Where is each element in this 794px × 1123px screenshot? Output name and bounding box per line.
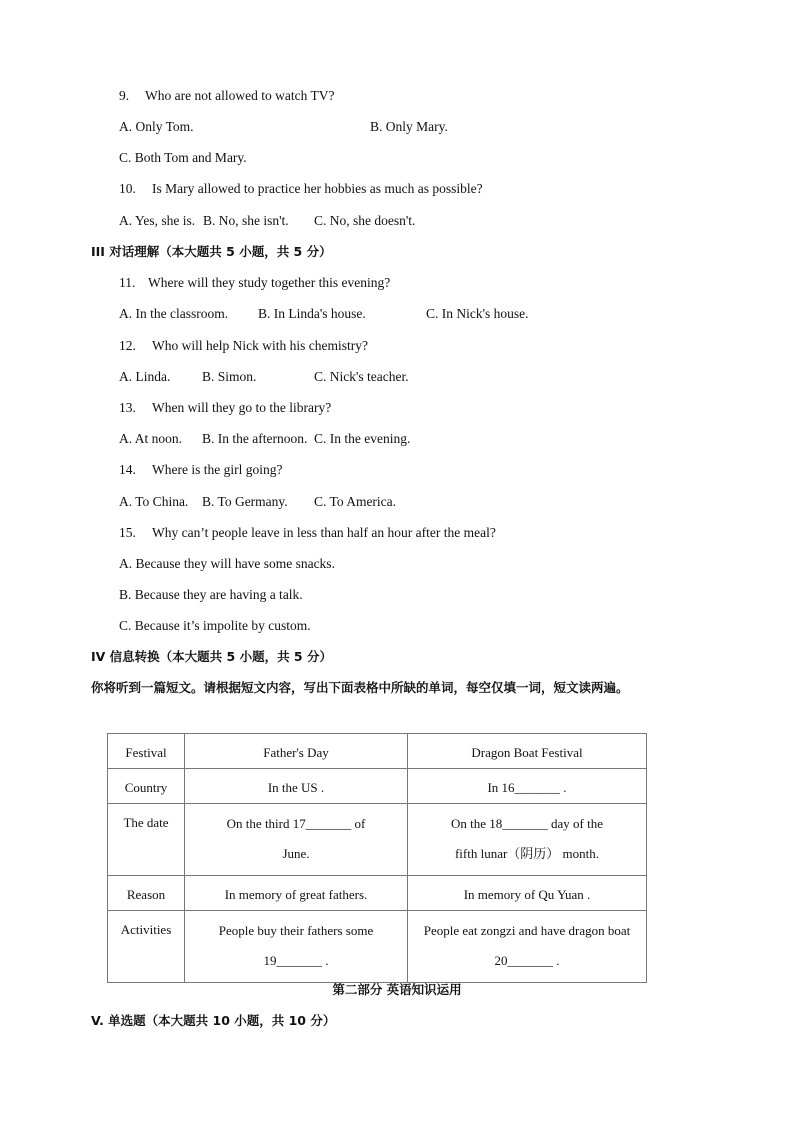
option-b: B. In Linda's house. <box>258 306 366 321</box>
cell-line: People eat zongzi and have dragon boat <box>423 923 631 938</box>
section-4-instruction: 你将听到一篇短文。请根据短文内容，写出下面表格中所缺的单词，每空仅填一词，短文读两遍。 <box>91 680 629 695</box>
cell-line: People buy their fathers some <box>218 923 374 938</box>
option-c: C. Nick's teacher. <box>314 369 409 384</box>
question-12 <box>119 337 368 355</box>
table-cell: Reason <box>108 876 185 911</box>
table-cell <box>408 911 647 983</box>
option-a: A. Because they will have some snacks. <box>119 556 335 571</box>
table-cell: In memory of great fathers. <box>185 876 408 911</box>
table-row <box>108 804 647 876</box>
option-a: A. Yes, she is. <box>119 213 196 228</box>
option-a: A. To China. <box>119 494 189 509</box>
cell-line: 19_______ . <box>263 953 329 968</box>
option-a: A. Only Tom. <box>119 119 194 134</box>
cell-line: fifth lunar（阴历） month. <box>454 846 600 861</box>
table-cell <box>185 911 408 983</box>
option-c: C. Both Tom and Mary. <box>119 150 247 165</box>
question-text: Who will help Nick with his chemistry? <box>152 338 368 353</box>
question-13 <box>119 399 331 417</box>
option-b: B. To Germany. <box>202 494 288 509</box>
option-c: C. Because it’s impolite by custom. <box>119 618 311 633</box>
option-a: A. In the classroom. <box>119 306 229 321</box>
question-number: 14. <box>119 462 136 477</box>
question-number: 9. <box>119 88 130 103</box>
question-14 <box>119 461 282 479</box>
table-cell: Activities <box>108 911 185 983</box>
option-b: B. Because they are having a talk. <box>119 587 303 602</box>
question-15 <box>119 524 496 542</box>
info-table <box>107 733 647 983</box>
cell-line: June. <box>282 846 310 861</box>
question-text: Why can’t people leave in less than half an hour after the meal? <box>152 525 496 540</box>
question-number: 15. <box>119 525 136 540</box>
question-text: Where will they study together this evening? <box>148 275 391 290</box>
question-9 <box>119 87 334 105</box>
question-number: 11. <box>119 275 136 290</box>
question-text: Who are not allowed to watch TV? <box>145 88 335 103</box>
option-b: B. In the afternoon. <box>202 431 308 446</box>
cell-line: On the third 17_______ of <box>226 816 366 831</box>
option-a: A. At noon. <box>119 431 183 446</box>
table-cell: The date <box>108 804 185 876</box>
option-a: A. Linda. <box>119 369 171 384</box>
table-cell <box>185 804 408 876</box>
table-cell: Festival <box>108 734 185 769</box>
section-3-title: III 对话理解（本大题共 5 小题，共 5 分） <box>91 244 332 259</box>
question-number: 10. <box>119 181 136 196</box>
cell-line: On the 18_______ day of the <box>450 816 603 831</box>
table-row <box>108 769 647 804</box>
section-5-title: V. 单选题（本大题共 10 小题，共 10 分） <box>91 1013 336 1028</box>
option-c: C. To America. <box>314 494 397 509</box>
table-cell: In memory of Qu Yuan . <box>408 876 647 911</box>
question-10 <box>119 180 483 198</box>
option-b: B. Simon. <box>202 369 257 384</box>
option-c: C. In Nick's house. <box>426 306 529 321</box>
table-cell: Country <box>108 769 185 804</box>
question-number: 13. <box>119 400 136 415</box>
table-cell: Father's Day <box>185 734 408 769</box>
question-number: 12. <box>119 338 136 353</box>
table-cell <box>408 804 647 876</box>
option-b: B. Only Mary. <box>370 119 448 134</box>
question-text: When will they go to the library? <box>152 400 332 415</box>
section-4-title: IV 信息转换（本大题共 5 小题，共 5 分） <box>91 649 332 664</box>
table-cell: In the US . <box>185 769 408 804</box>
table-cell: Dragon Boat Festival <box>408 734 647 769</box>
part-2-title: 第二部分 英语知识运用 <box>332 982 462 997</box>
option-c: C. In the evening. <box>314 431 411 446</box>
cell-line: 20_______ . <box>494 953 560 968</box>
question-text: Is Mary allowed to practice her hobbies as much as possible? <box>152 181 483 196</box>
table-row <box>108 734 647 769</box>
table-cell: In 16_______ . <box>408 769 647 804</box>
table-row <box>108 911 647 983</box>
question-11 <box>119 274 390 292</box>
option-b: B. No, she isn't. <box>203 213 289 228</box>
option-c: C. No, she doesn't. <box>314 213 416 228</box>
table-row <box>108 876 647 911</box>
question-text: Where is the girl going? <box>152 462 283 477</box>
